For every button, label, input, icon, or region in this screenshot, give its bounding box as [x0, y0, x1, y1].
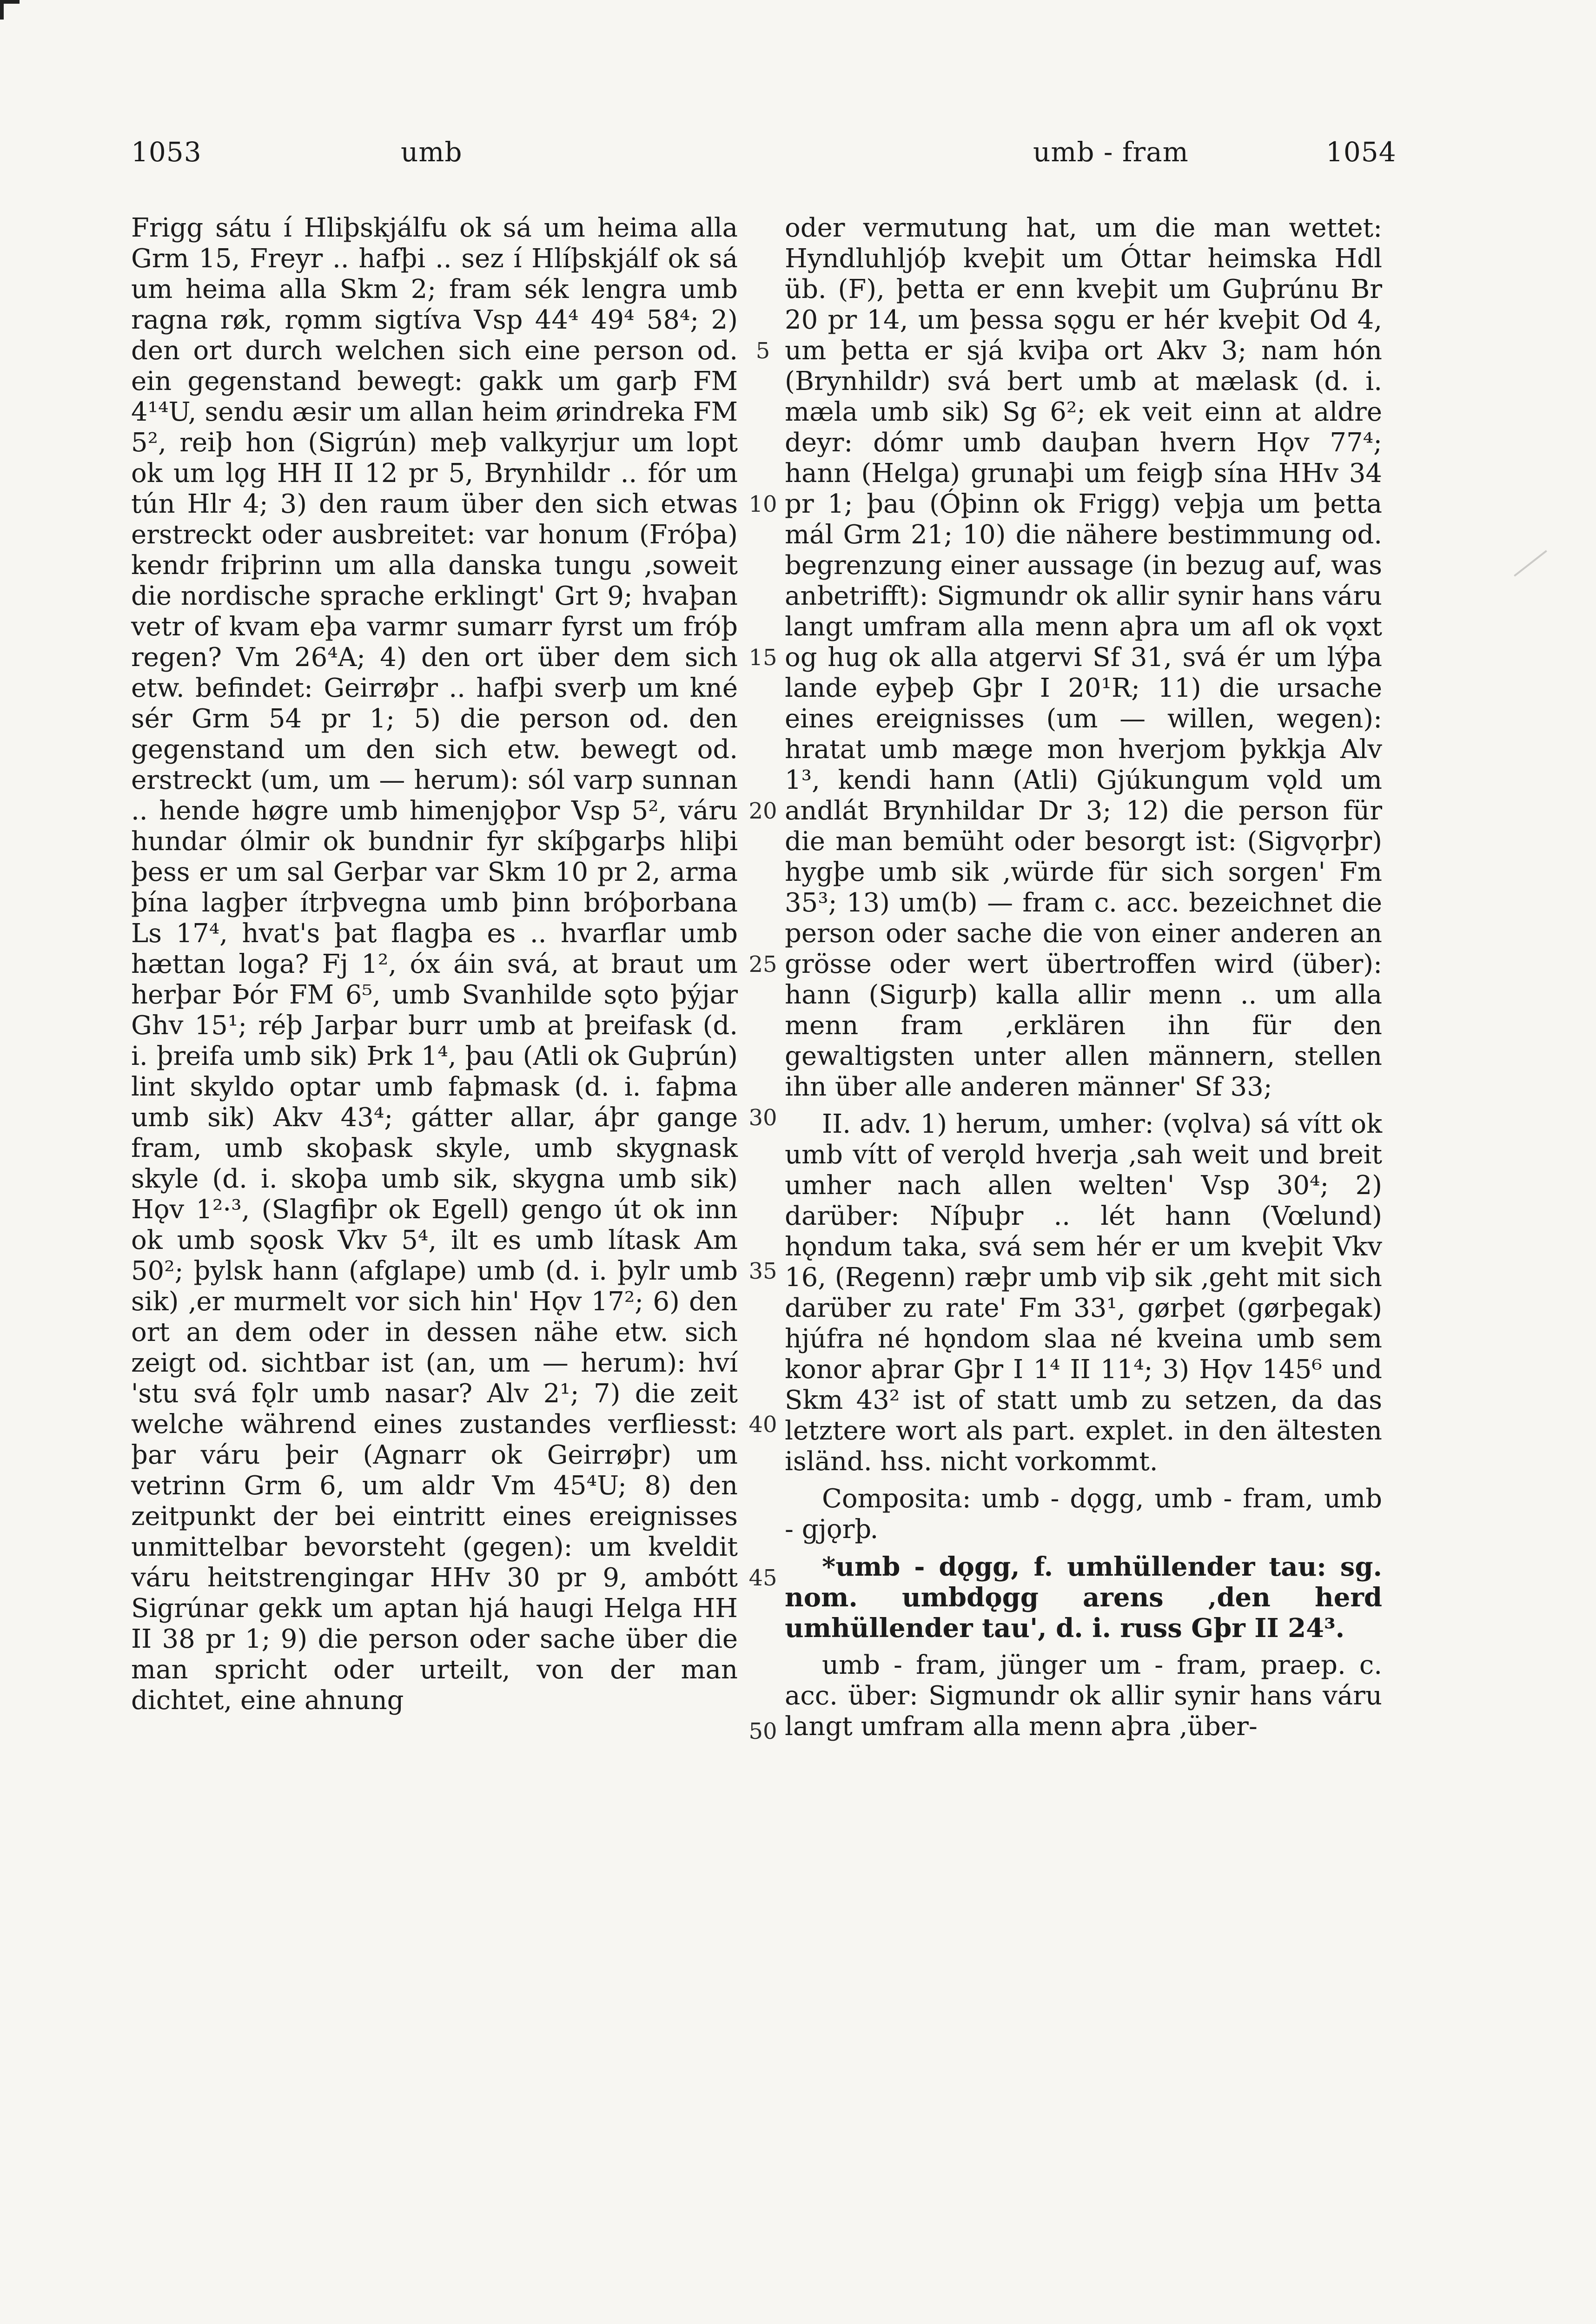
entry-umb-fram: umb - fram, jünger um - fram, praep. c. acc. über: Sigmundr ok allir synir hans váru langt umfram alla menn aþra ‚über-: [785, 1650, 1382, 1742]
right-column-paragraph: oder vermutung hat, um die man wettet: Hyndluhljóþ kveþit um Óttar heimska Hdl üb. (F), þetta er enn kveþit um Guþrúnu Br 20 pr 14, um þessa sǫgu er hér kveþit Od 4, um þetta er sjá kviþa ort Akv 3; nam hón (Brynhildr) svá bert umb at mælask (d. i. mæla umb sik) Sg 6²; ek veit einn at aldre deyr: dómr umb dauþan hvern Hǫv 77⁴; hann (Helga) grunaþi um feigþ sína HHv 34 pr 1; þau (Óþinn ok Frigg) veþja um þetta mál Grm 21; 10) die nähere bestimmung od. begrenzung einer aussage (in bezug auf, was anbetrifft): Sigmundr ok allir synir hans váru langt umfram alla menn aþra um afl ok vǫxt og hug ok alla atgervi Sf 31, svá ér um lýþa lande eyþeþ Gþr I 20¹R; 11) die ursache eines ereignisses (um — willen, wegen): hratat umb mæge mon hverjom þykkja Alv 1³, kendi hann (Atli) Gjúkungum vǫld um andlát Brynhildar Dr 3; 12) die person für die man bemüht oder besorgt ist: (Sigvǫrþr) hygþe umb sik ‚würde für sich sorgen' Fm 35³; 13) um(b) — fram c. acc. bezeichnet die person oder sache die von einer anderen an grösse oder wert übertroffen wird (über): hann (Sigurþ) kalla allir menn .. um alla menn fram ‚erklären ihn für den gewaltigsten unter allen männern, stellen ihn über alle anderen männer' Sf 33;: [785, 213, 1382, 1102]
composita-section: Composita: umb - dǫgg, umb - fram, umb - gjǫrþ.: [785, 1484, 1382, 1545]
line-number: 30: [748, 1105, 777, 1131]
scan-corner-mark: [0, 0, 20, 20]
line-number: 20: [748, 798, 777, 824]
entry-umb-dogg: *umb - dǫgg, f. umhüllender tau: sg. nom. umbdǫgg arens ‚den herd umhüllender tau', d. i. russ Gþr II 24³.: [785, 1552, 1382, 1644]
line-number: 50: [748, 1718, 777, 1744]
right-page-number: 1054: [1326, 136, 1397, 168]
line-number: 10: [748, 491, 777, 517]
line-number: 35: [748, 1258, 777, 1284]
line-number: 45: [748, 1565, 777, 1591]
left-running-head: umb: [401, 136, 463, 168]
line-number: 5: [755, 338, 770, 364]
left-page-number: 1053: [131, 136, 202, 168]
margin-pencil-mark: [1514, 550, 1547, 576]
adverb-section: II. adv. 1) herum, umher: (vǫlva) sá vítt ok umb vítt of verǫld hverja ‚sah weit und breit umher nach allen welten' Vsp 30⁴; 2) darüber: Níþuþr .. lét hann (Vœlund) hǫndum taka, svá sem hér er um kveþit Vkv 16, (Regenn) ræþr umb viþ sik ‚geht mit sich darüber zu rate' Fm 33¹, gørþet (gørþegak) hjúfra né hǫndom slaa né kveina umb sem konor aþrar Gþr I 1⁴ II 11⁴; 3) Hǫv 145⁶ und Skm 43² ist of statt umb zu setzen, da das letztere wort als part. explet. in den ältesten isländ. hss. nicht vorkommt.: [785, 1109, 1382, 1477]
right-running-head: umb - fram: [1033, 136, 1189, 168]
line-number: 15: [748, 645, 777, 671]
left-column: [131, 213, 738, 1716]
left-column-paragraph: Frigg sátu í Hliþskjálfu ok sá um heima alla Grm 15, Freyr .. hafþi .. sez í Hlíþskjálf ok sá um heima alla Skm 2; fram sék lengra umb ragna røk, rǫmm sigtíva Vsp 44⁴ 49⁴ 58⁴; 2) den ort durch welchen sich eine person od. ein gegenstand bewegt: gakk um garþ FM 4¹⁴U, sendu æsir um allan heim ørindreka FM 5², reiþ hon (Sigrún) meþ valkyrjur um lopt ok um lǫg HH II 12 pr 5, Brynhildr .. fór um tún Hlr 4; 3) den raum über den sich etwas erstreckt oder ausbreitet: var honum (Fróþa) kendr friþrinn um alla danska tungu ‚soweit die nordische sprache erklingt' Grt 9; hvaþan vetr of kvam eþa varmr sumarr fyrst um fróþ regen? Vm 26⁴A; 4) den ort über dem sich etw. befindet: Geirrøþr .. hafþi sverþ um kné sér Grm 54 pr 1; 5) die person od. den gegenstand um den sich etw. bewegt od. erstreckt (um, um — herum): sól varp sunnan .. hende høgre umb himenjǫþor Vsp 5², váru hundar ólmir ok bundnir fyr skíþgarþs hliþi þess er um sal Gerþar var Skm 10 pr 2, arma þína lagþer ítrþvegna umb þinn bróþorbana Ls 17⁴, hvat's þat flagþa es .. hvarflar umb hættan loga? Fj 1², óx áin svá, at braut um herþar Þór FM 6⁵, umb Svanhilde sǫto þýjar Ghv 15¹; réþ Jarþar burr umb at þreifask (d. i. þreifa umb sik) Þrk 1⁴, þau (Atli ok Guþrún) lint skyldo optar umb faþmask (d. i. faþma umb sik) Akv 43⁴; gátter allar, áþr gange fram, umb skoþask skyle, umb skygnask skyle (d. i. skoþa umb sik, skygna umb sik) Hǫv 1²·³, (Slagfiþr ok Egell) gengo út ok inn ok umb sǫosk Vkv 5⁴, ilt es umb lítask Am 50²; þylsk hann (afglape) umb (d. i. þylr umb sik) ‚er murmelt vor sich hin' Hǫv 17²; 6) den ort an dem oder in dessen nähe etw. sich zeigt od. sichtbar ist (an, um — herum): hví 'stu svá fǫlr umb nasar? Alv 2¹; 7) die zeit welche während eines zustandes verfliesst: þar váru þeir (Agnarr ok Geirrøþr) um vetrinn Grm 6, um aldr Vm 45⁴U; 8) den zeitpunkt der bei eintritt eines ereignisses unmittelbar bevorsteht (gegen): um kveldit váru heitstrengingar HHv 30 pr 9, ambótt Sigrúnar gekk um aptan hjá haugi Helga HH II 38 pr 1; 9) die person oder sache über die man spricht oder urteilt, von der man dichtet, eine ahnung: [131, 213, 738, 1716]
line-number: 40: [748, 1412, 777, 1438]
right-column: [785, 213, 1382, 1742]
line-number: 25: [748, 951, 777, 977]
